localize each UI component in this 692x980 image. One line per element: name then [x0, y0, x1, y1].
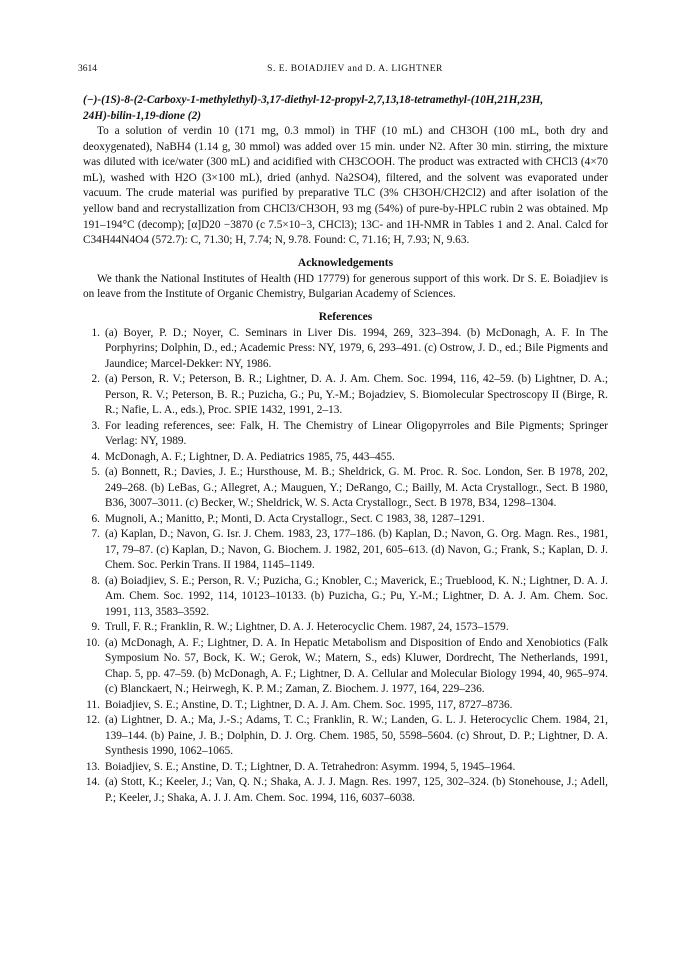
reference-item	[83, 636, 608, 698]
reference-text: Boiadjiev, S. E.; Anstine, D. T.; Lightner, D. A. J. Am. Chem. Soc. 1995, 117, 8727–8736.	[105, 698, 513, 711]
reference-text: Trull, F. R.; Franklin, R. W.; Lightner, D. A. J. Heterocyclic Chem. 1987, 24, 1573–1579.	[105, 621, 509, 634]
reference-item	[83, 372, 608, 419]
reference-number: 2.	[91, 373, 100, 386]
reference-number: 12.	[85, 714, 100, 727]
reference-item	[83, 465, 608, 512]
reference-item	[83, 760, 608, 776]
experimental-paragraph	[83, 124, 608, 249]
reference-text: Mugnoli, A.; Manitto, P.; Monti, D. Acta Crystallogr., Sect. C 1983, 38, 1287–1291.	[105, 512, 485, 525]
reference-item	[83, 512, 608, 528]
reference-text: (a) Lightner, D. A.; Ma, J.-S.; Adams, T. C.; Franklin, R. W.; Landen, G. L. J. Heterocyclic Chem. 1984, 21, 139–144. (b) Paine, J. B.; Dolphin, D. J. Org. Chem. 1985, 50, 5598–5604. (c) Shrout, D. P.; Lightner, D. A. Synthesis 1990, 1062–1065.	[105, 714, 608, 758]
reference-text: (a) Boyer, P. D.; Noyer, C. Seminars in Liver Dis. 1994, 269, 323–394. (b) McDonagh, A. F. In The Porphyrins; Dolphin, D., ed.; Academic Press: NY, 1979, 6, 293–491. (c) Ostrow, J. D., ed.; Bile Pigments and Jaundice; Marcel-Dekker: NY, 1986.	[105, 326, 608, 370]
reference-text: (a) Bonnett, R.; Davies, J. E.; Hursthouse, M. B.; Sheldrick, G. M. Proc. R. Soc. London, Ser. B 1978, 202, 249–268. (b) LeBas, G.; Allegret, A.; Mauguen, Y.; DeRango, C.; Bailly, M. Acta Crystallogr., Sect. B 1980, B36, 3007–3011. (c) Becker, W.; Sheldrick, W. S. Acta Crystallogr., Sect. B 1978, B34, 1298–1304.	[105, 466, 608, 510]
reference-number: 5.	[91, 466, 100, 479]
reference-item	[83, 527, 608, 574]
reference-number: 4.	[91, 450, 100, 463]
reference-number: 6.	[91, 512, 100, 525]
reference-item	[83, 419, 608, 450]
reference-text: (a) Stott, K.; Keeler, J.; Van, Q. N.; Shaka, A. J. J. Magn. Res. 1997, 125, 302–324. (b) Stonehouse, J.; Adell, P.; Keeler, J.; Shaka, A. J. J. Am. Chem. Soc. 1994, 116, 6037–6038.	[105, 776, 608, 804]
reference-item	[83, 574, 608, 621]
references-heading: References	[318, 310, 373, 323]
page-body	[83, 92, 608, 806]
compound-title	[83, 92, 608, 124]
reference-text: McDonagh, A. F.; Lightner, D. A. Pediatrics 1985, 75, 443–455.	[105, 450, 395, 463]
reference-text: (a) Boiadjiev, S. E.; Person, R. V.; Puzicha, G.; Knobler, C.; Maverick, E.; Trueblood, K. N.; Lightner, D. A. J. Am. Chem. Soc. 1992, 114, 10123–10133. (b) Puzicha, G.; Pu, Y.-M.; Lightner, D. A. J. Am. Chem. Soc. 1991, 113, 3583–3592.	[105, 574, 608, 618]
running-header	[78, 64, 632, 78]
reference-text: Boiadjiev, S. E.; Anstine, D. T.; Lightner, D. A. Tetrahedron: Asymm. 1994, 5, 1945–1964.	[105, 760, 516, 773]
reference-number: 8.	[91, 574, 100, 587]
reference-text: (a) Kaplan, D.; Navon, G. Isr. J. Chem. 1983, 23, 177–186. (b) Kaplan, D.; Navon, G. Org. Magn. Res., 1981, 17, 79–87. (c) Kaplan, D.; Navon, G. Biochem. J. 1982, 201, 605–613. (d) Navon, G.; Frank, S.; Kaplan, D. J. Chem. Soc. Perkin Trans. II 1984, 1145–1149.	[105, 528, 608, 572]
acknowledgements-text: We thank the National Institutes of Health (HD 17779) for generous support of this work. Dr S. E. Boiadjiev is on leave from the Institute of Organic Chemistry, Bulgarian Academy of Sciences.	[83, 272, 608, 301]
experimental-text: To a solution of verdin 10 (171 mg, 0.3 mmol) in THF (10 mL) and CH3OH (100 mL, both dry and deoxygenated), NaBH4 (1.14 g, 30 mmol) was added over 15 min. under N2. After 30 min. stirring, the mixture was diluted with ice/water (300 mL) and acidified with CH3COOH. The product was extracted with CHCl3 (4×70 mL), washed with H2O (3×100 mL), dried (anhyd. Na2SO4), filtered, and the solvent was evaporated under vacuum. The crude material was purified by preparative TLC (3% CH3OH/CH2Cl2) and after isolation of the yellow band and recrystallization from CHCl3/CH3OH, 93 mg (54%) of pure-by-HPLC rubin 2 was obtained. Mp 191–194°C (decomp); [α]D20 −3870 (c 7.5×10−3, CHCl3); 13C- and 1H-NMR in Tables 1 and 2. Anal. Calcd for C34H44N4O4 (572.7): C, 71.30; H, 7.74; N, 9.78. Found: C, 71.16; H, 7.93; N, 9.63.	[83, 125, 608, 247]
acknowledgements-heading: Acknowledgements	[297, 256, 394, 269]
compound-title-line: 24H)-bilin-1,19-dione (2)	[83, 110, 201, 122]
reference-text: (a) McDonagh, A. F.; Lightner, D. A. In Hepatic Metabolism and Disposition of Endo and Xenobiotics (Falk Symposium No. 57, Bock, K. W.; Gerok, W.; Matern, S., eds) Kluwer, Dordrecht, The Netherlands, 1991, Chap. 5, pp. 47–59. (b) McDonagh, A. F.; Lightner, D. A. Cellular and Molecular Biology 1994, 40, 965–974. (c) Blanckaert, N.; Heirwegh, K. P. M.; Zaman, Z. Biochem. J. 1977, 164, 229–236.	[105, 636, 608, 696]
reference-number: 13.	[85, 760, 100, 773]
page-number: 3614	[78, 64, 97, 74]
reference-item	[83, 698, 608, 714]
acknowledgements-paragraph	[83, 272, 608, 303]
reference-text: (a) Person, R. V.; Peterson, B. R.; Lightner, D. A. J. Am. Chem. Soc. 1994, 116, 42–59. (b) Lightner, D. A.; Person, R. V.; Peterson, B. R.; Puzicha, G.; Pu, Y.-M.; Bojadziev, S. Biomolecular Spectroscopy II (Birge, R. R.; Nafie, L. A., eds.), Proc. SPIE 1432, 1991, 2–13.	[105, 373, 608, 417]
reference-item	[83, 620, 608, 636]
reference-number: 1.	[91, 326, 100, 339]
reference-number: 14.	[85, 776, 100, 789]
reference-item	[83, 450, 608, 466]
reference-item	[83, 326, 608, 373]
reference-number: 11.	[86, 698, 100, 711]
compound-title-line: (−)-(1S)-8-(2-Carboxy-1-methylethyl)-3,17-diethyl-12-propyl-2,7,13,18-tetramethyl-(10H,21H,23H,	[83, 94, 544, 106]
reference-text: For leading references, see: Falk, H. The Chemistry of Linear Oligopyrroles and Bile Pigments; Springer Verlag: NY, 1989.	[105, 419, 608, 448]
reference-item	[83, 713, 608, 760]
reference-number: 7.	[91, 528, 100, 541]
reference-number: 3.	[91, 419, 100, 432]
reference-number: 9.	[91, 621, 100, 634]
reference-item	[83, 775, 608, 806]
reference-list	[83, 326, 608, 807]
reference-number: 10.	[85, 636, 100, 649]
running-header-authors: S. E. BOIADJIEV and D. A. LIGHTNER	[267, 64, 443, 74]
